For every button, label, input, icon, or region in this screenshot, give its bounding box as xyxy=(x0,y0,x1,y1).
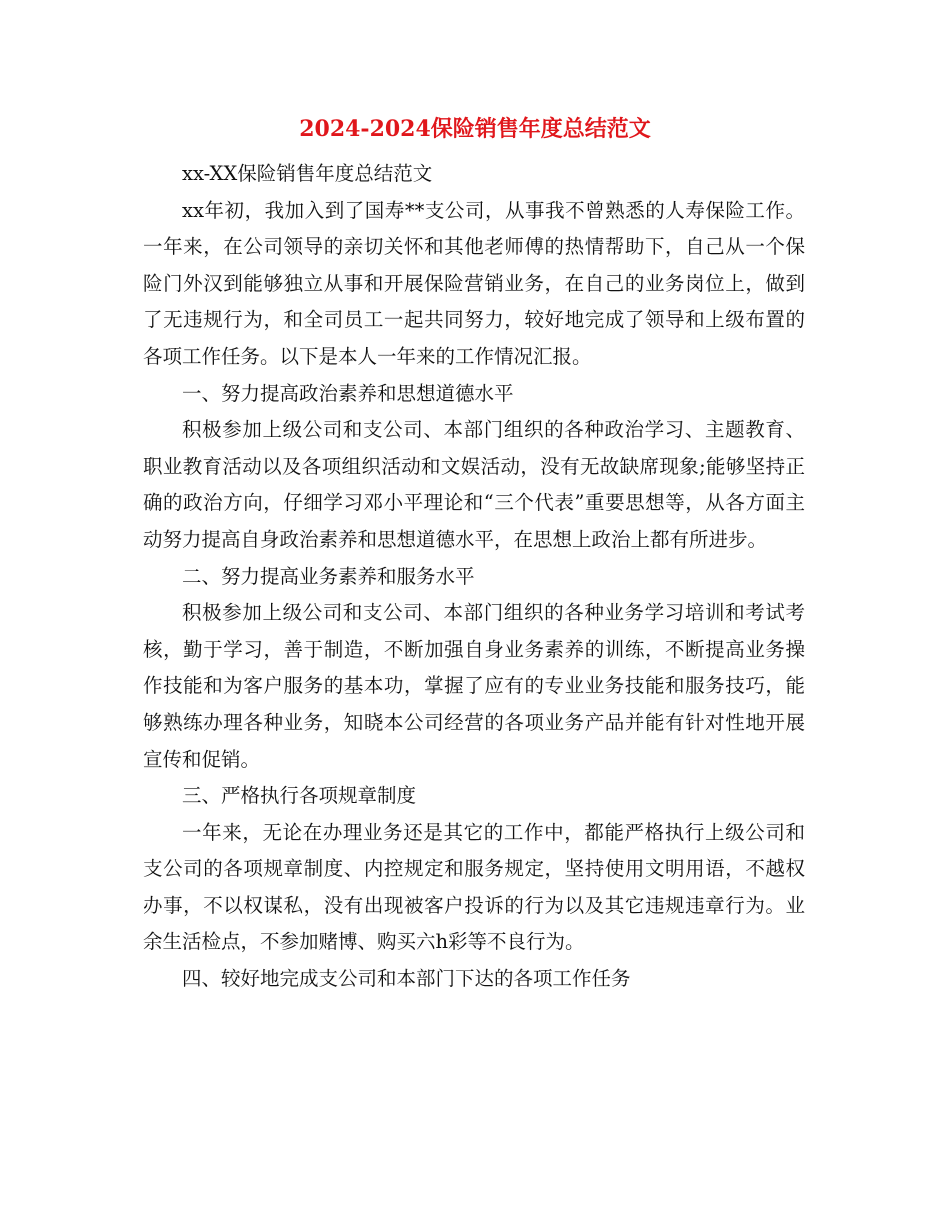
subtitle-paragraph: xx-XX保险销售年度总结范文 xyxy=(182,162,433,185)
section-heading-1: 一、努力提高政治素养和思想道德水平 xyxy=(182,381,514,405)
intro-paragraph: xx年初，我加入到了国寿**支公司，从事我不曾熟悉的人寿保险工作。一年来，在公司领导的亲切关怀和其他老师傅的热情帮助下，自己从一个保险门外汉到能够独立从事和开展保险营销业务，在自己的业务岗位上，做到了无违规行为，和全司员工一起共同努力，较好地完成了领导和上级布置的各项工作任务。以下是本人一年来的工作情况汇报。 xyxy=(143,198,805,368)
section-paragraph-3: 一年来，无论在办理业务还是其它的工作中，都能严格执行上级公司和支公司的各项规章制度、内控规定和服务规定，坚持使用文明用语，不越权办事，不以权谋私，没有出现被客户投诉的行为以及其它违规违章行为。业余生活检点，不参加赌博、购买六h彩等不良行为。 xyxy=(143,820,805,954)
document-title: 2024-2024保险销售年度总结范文 xyxy=(299,116,651,142)
section-heading-4: 四、较好地完成支公司和本部门下达的各项工作任务 xyxy=(182,967,631,991)
document-body xyxy=(143,156,805,998)
section-paragraph-2: 积极参加上级公司和支公司、本部门组织的各种业务学习培训和考试考核，勤于学习，善于制造，不断加强自身业务素养的训练，不断提高业务操作技能和为客户服务的基本功，掌握了应有的专业业务技能和服务技巧，能够熟练办理各种业务，知晓本公司经营的各项业务产品并能有针对性地开展宣传和促销。 xyxy=(143,601,805,771)
section-heading-2: 二、努力提高业务素养和服务水平 xyxy=(182,564,475,588)
section-paragraph-1: 积极参加上级公司和支公司、本部门组织的各种政治学习、主题教育、职业教育活动以及各项组织活动和文娱活动，没有无故缺席现象;能够坚持正确的政治方向，仔细学习邓小平理论和“三个代表”重要思想等，从各方面主动努力提高自身政治素养和思想道德水平，在思想上政治上都有所进步。 xyxy=(143,418,805,551)
section-heading-3: 三、严格执行各项规章制度 xyxy=(182,784,417,808)
